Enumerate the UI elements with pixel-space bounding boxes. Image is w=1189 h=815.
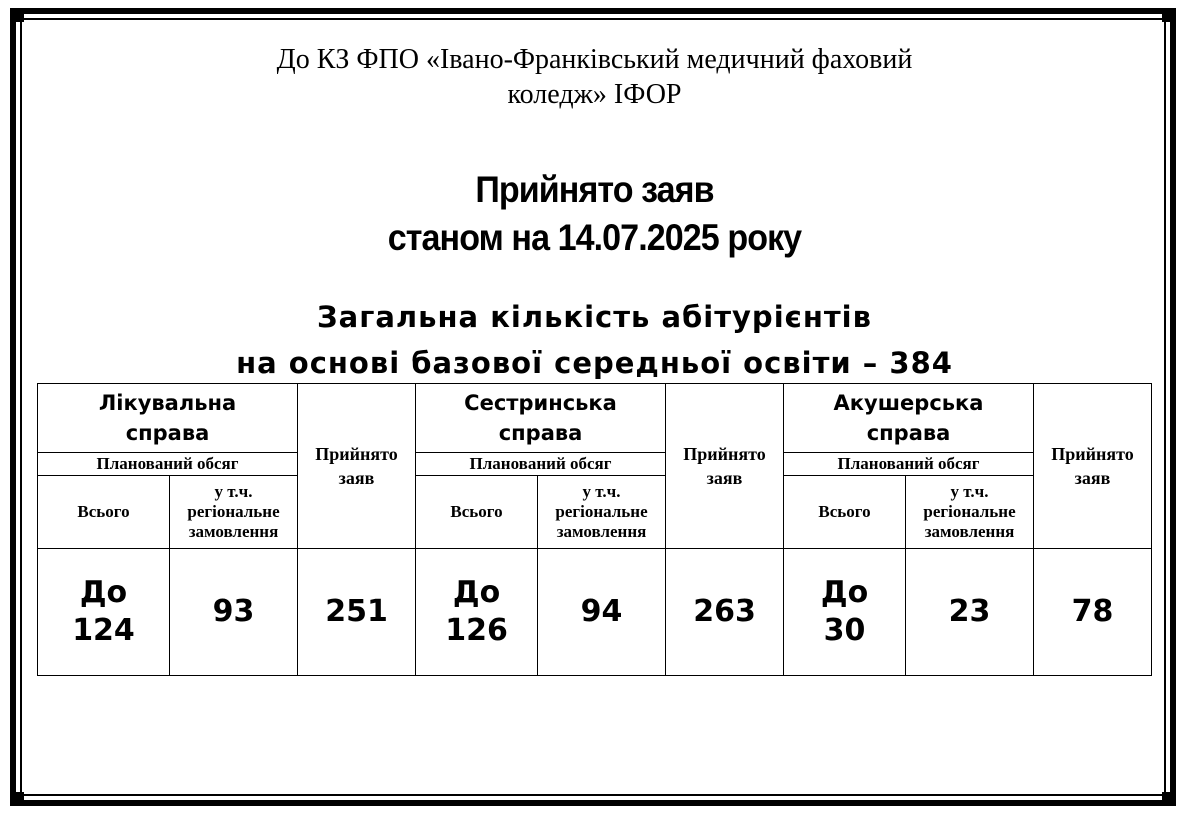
title-line-1: Прийнято заяв — [475, 169, 714, 210]
frame-corner-top-right — [1162, 8, 1176, 22]
accepted-label-line-2: заяв — [706, 468, 743, 488]
regional-value: 94 — [538, 549, 666, 676]
total-value-prefix: До — [79, 575, 128, 610]
planned-volume-header: Планований обсяг — [416, 453, 666, 476]
frame-corner-bottom-left — [10, 792, 24, 806]
total-value-prefix: До — [820, 575, 869, 610]
total-applicants-heading — [0, 294, 1189, 386]
regional-label-line-2: регіональне — [187, 502, 280, 521]
regional-label-line-3: замовлення — [924, 522, 1015, 541]
total-header: Всього — [784, 476, 906, 549]
total-header: Всього — [38, 476, 170, 549]
regional-label-line-3: замовлення — [188, 522, 279, 541]
accepted-label-line-2: заяв — [338, 468, 375, 488]
department-name-line-1: Сестринська — [464, 391, 617, 415]
department-name-line-1: Лікувальна — [98, 391, 237, 415]
department-header — [416, 384, 666, 453]
regional-value: 23 — [906, 549, 1034, 676]
total-value-number: 126 — [445, 613, 508, 648]
regional-order-header — [538, 476, 666, 549]
total-value — [784, 549, 906, 676]
frame-corner-top-left — [10, 8, 24, 22]
accepted-label-line-1: Прийнято — [315, 444, 398, 464]
regional-label-line-3: замовлення — [556, 522, 647, 541]
total-value-number: 30 — [823, 613, 866, 648]
regional-label-line-1: у т.ч. — [582, 482, 621, 501]
accepted-value: 263 — [666, 549, 784, 676]
total-value-number: 124 — [72, 613, 135, 648]
frame-corner-bottom-right — [1162, 792, 1176, 806]
regional-label-line-2: регіональне — [555, 502, 648, 521]
regional-order-header — [906, 476, 1034, 549]
total-header: Всього — [416, 476, 538, 549]
regional-label-line-1: у т.ч. — [214, 482, 253, 501]
accepted-header — [1034, 384, 1152, 549]
total-value — [38, 549, 170, 676]
addressee-line-1: До КЗ ФПО «Івано-Франківський медичний фаховий — [276, 44, 913, 75]
table-row-subheaders — [38, 476, 1152, 549]
total-value-prefix: До — [452, 575, 501, 610]
total-value — [416, 549, 538, 676]
regional-label-line-2: регіональне — [923, 502, 1016, 521]
table-row-values — [38, 549, 1152, 676]
department-name-line-2: справа — [866, 421, 951, 445]
planned-volume-header: Планований обсяг — [38, 453, 298, 476]
subtitle-line-2: на основі базової середньої освіти – 384 — [236, 346, 953, 380]
page-title — [48, 166, 1142, 262]
accepted-header — [298, 384, 416, 549]
regional-value: 93 — [170, 549, 298, 676]
addressee-header — [0, 42, 1189, 112]
department-name-line-2: справа — [498, 421, 583, 445]
table-row-planned — [38, 453, 1152, 476]
regional-order-header — [170, 476, 298, 549]
accepted-value: 251 — [298, 549, 416, 676]
subtitle-line-1: Загальна кількість абітурієнтів — [317, 300, 872, 334]
department-header — [784, 384, 1034, 453]
accepted-label-line-2: заяв — [1074, 468, 1111, 488]
department-name-line-1: Акушерська — [833, 391, 984, 415]
title-line-2: станом на 14.07.2025 року — [387, 217, 802, 258]
department-name-line-2: справа — [125, 421, 210, 445]
regional-label-line-1: у т.ч. — [950, 482, 989, 501]
table-row-departments — [38, 384, 1152, 453]
applications-table — [37, 383, 1152, 676]
department-header — [38, 384, 298, 453]
accepted-label-line-1: Прийнято — [1051, 444, 1134, 464]
accepted-header — [666, 384, 784, 549]
accepted-value: 78 — [1034, 549, 1152, 676]
accepted-label-line-1: Прийнято — [683, 444, 766, 464]
planned-volume-header: Планований обсяг — [784, 453, 1034, 476]
addressee-line-2: коледж» ІФОР — [507, 79, 682, 110]
